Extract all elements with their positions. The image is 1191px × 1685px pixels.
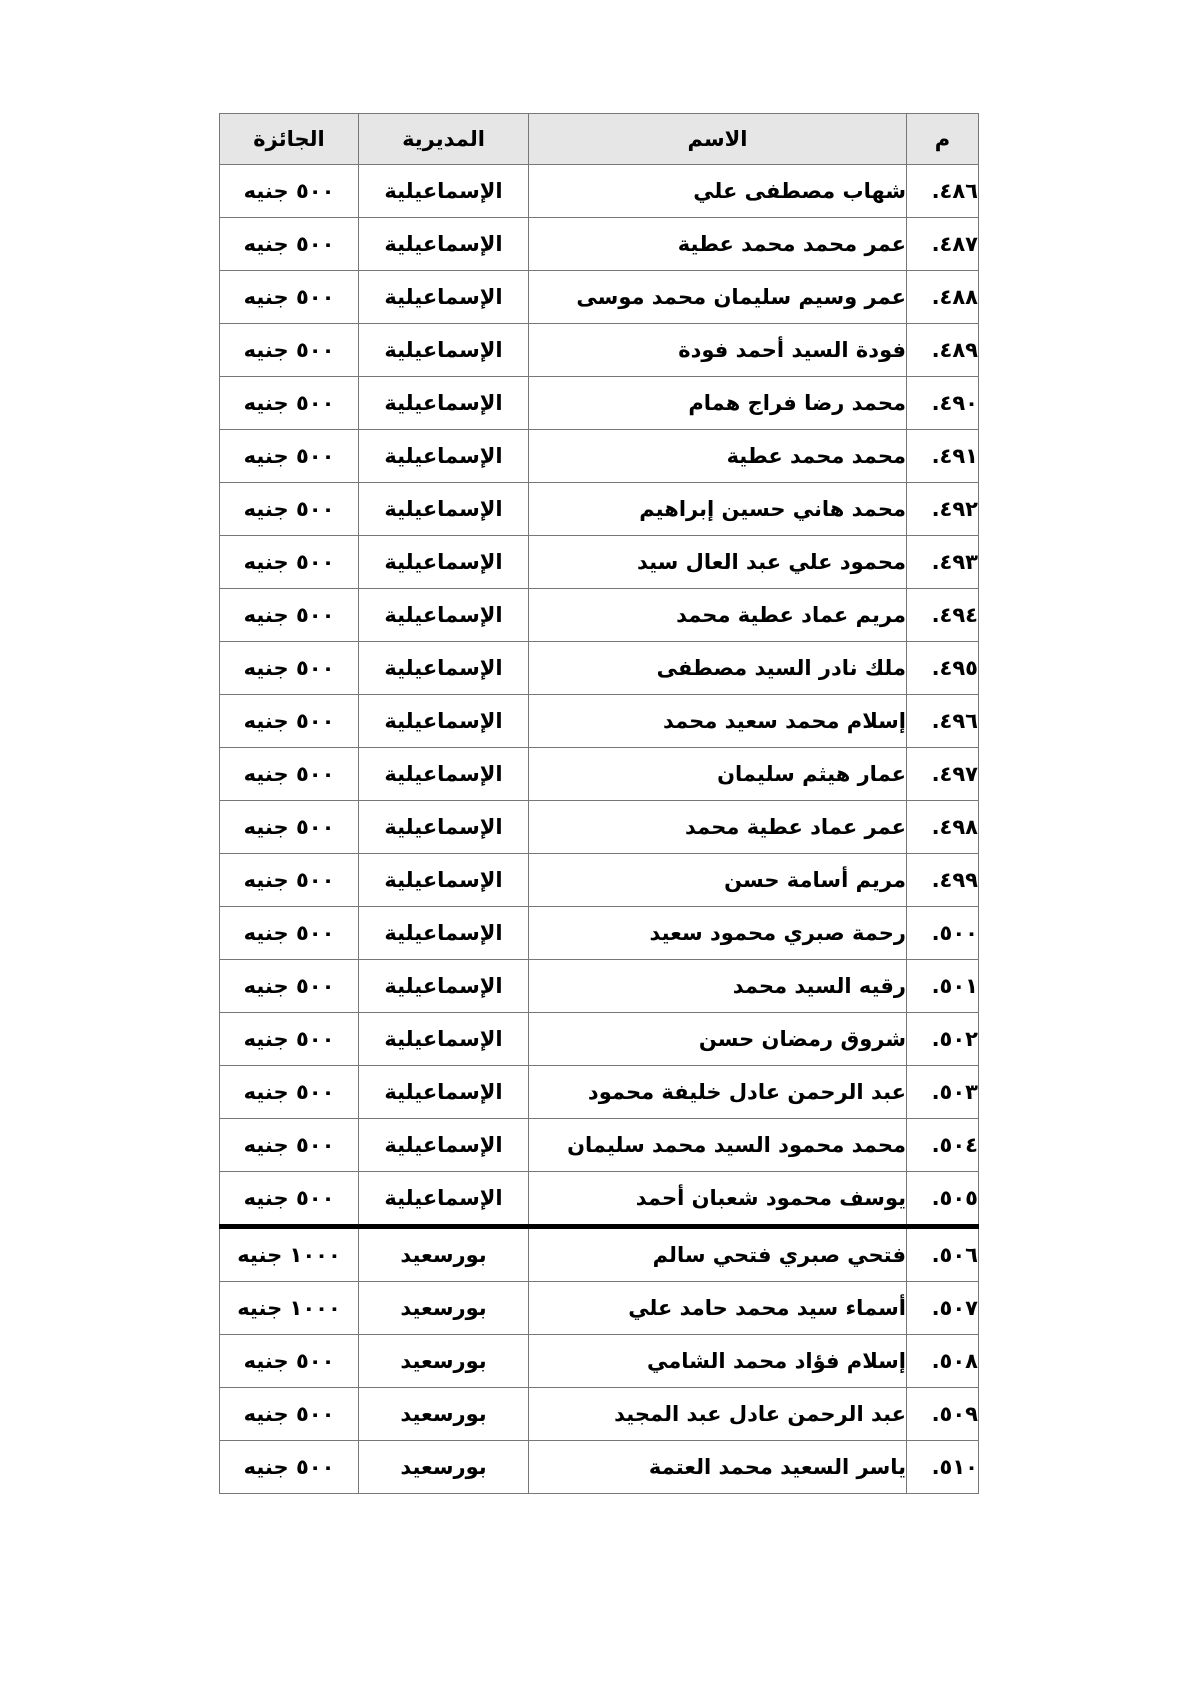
row-name: أسماء سيد محمد حامد علي — [529, 1282, 907, 1335]
row-name: محمد رضا فراج همام — [529, 377, 907, 430]
row-number: ٤٩٣. — [907, 536, 979, 589]
row-number: ٤٨٩. — [907, 324, 979, 377]
table-row — [220, 430, 979, 483]
row-number: ٤٩٥. — [907, 642, 979, 695]
row-directorate: الإسماعيلية — [359, 536, 529, 589]
row-directorate: الإسماعيلية — [359, 589, 529, 642]
row-name: شروق رمضان حسن — [529, 1013, 907, 1066]
row-number: ٤٩٧. — [907, 748, 979, 801]
row-directorate: بورسعيد — [359, 1335, 529, 1388]
row-prize: ٥٠٠ جنيه — [220, 695, 359, 748]
row-name: فودة السيد أحمد فودة — [529, 324, 907, 377]
row-directorate: الإسماعيلية — [359, 271, 529, 324]
row-name: إسلام محمد سعيد محمد — [529, 695, 907, 748]
row-name: فتحي صبري فتحي سالم — [529, 1227, 907, 1282]
row-name: رحمة صبري محمود سعيد — [529, 907, 907, 960]
row-number: ٥٠٥. — [907, 1172, 979, 1227]
row-prize: ٥٠٠ جنيه — [220, 1388, 359, 1441]
row-prize: ٥٠٠ جنيه — [220, 430, 359, 483]
row-number: ٥١٠. — [907, 1441, 979, 1494]
row-prize: ٥٠٠ جنيه — [220, 1066, 359, 1119]
row-directorate: الإسماعيلية — [359, 801, 529, 854]
row-prize: ٥٠٠ جنيه — [220, 218, 359, 271]
row-directorate: الإسماعيلية — [359, 1066, 529, 1119]
row-number: ٥٠٢. — [907, 1013, 979, 1066]
table-row — [220, 695, 979, 748]
row-prize: ٥٠٠ جنيه — [220, 324, 359, 377]
row-number: ٤٩٤. — [907, 589, 979, 642]
row-prize: ٥٠٠ جنيه — [220, 377, 359, 430]
row-name: محمد محمد عطية — [529, 430, 907, 483]
table-row — [220, 1335, 979, 1388]
row-directorate: الإسماعيلية — [359, 642, 529, 695]
row-number: ٤٩٢. — [907, 483, 979, 536]
row-directorate: الإسماعيلية — [359, 377, 529, 430]
row-name: عبد الرحمن عادل عبد المجيد — [529, 1388, 907, 1441]
row-name: عبد الرحمن عادل خليفة محمود — [529, 1066, 907, 1119]
row-directorate: الإسماعيلية — [359, 960, 529, 1013]
row-number: ٤٩٠. — [907, 377, 979, 430]
table-row — [220, 271, 979, 324]
row-name: محمد محمود السيد محمد سليمان — [529, 1119, 907, 1172]
row-directorate: الإسماعيلية — [359, 854, 529, 907]
table-row — [220, 907, 979, 960]
row-directorate: بورسعيد — [359, 1388, 529, 1441]
row-directorate: الإسماعيلية — [359, 1013, 529, 1066]
row-directorate: بورسعيد — [359, 1441, 529, 1494]
row-number: ٤٨٦. — [907, 165, 979, 218]
row-directorate: الإسماعيلية — [359, 218, 529, 271]
table-row — [220, 1172, 979, 1227]
table-row — [220, 165, 979, 218]
table-row — [220, 1388, 979, 1441]
row-name: محمود علي عبد العال سيد — [529, 536, 907, 589]
row-prize: ٥٠٠ جنيه — [220, 483, 359, 536]
row-number: ٥٠٣. — [907, 1066, 979, 1119]
row-directorate: الإسماعيلية — [359, 1172, 529, 1227]
row-name: عمر عماد عطية محمد — [529, 801, 907, 854]
row-name: محمد هاني حسين إبراهيم — [529, 483, 907, 536]
row-name: ياسر السعيد محمد العتمة — [529, 1441, 907, 1494]
row-name: عمر وسيم سليمان محمد موسى — [529, 271, 907, 324]
row-prize: ٥٠٠ جنيه — [220, 854, 359, 907]
row-prize: ٥٠٠ جنيه — [220, 1172, 359, 1227]
row-directorate: الإسماعيلية — [359, 165, 529, 218]
table-row — [220, 1013, 979, 1066]
row-prize: ٥٠٠ جنيه — [220, 1013, 359, 1066]
row-number: ٤٨٧. — [907, 218, 979, 271]
table-row — [220, 1119, 979, 1172]
row-number: ٥٠٧. — [907, 1282, 979, 1335]
row-name: إسلام فؤاد محمد الشامي — [529, 1335, 907, 1388]
row-directorate: بورسعيد — [359, 1282, 529, 1335]
row-number: ٥٠١. — [907, 960, 979, 1013]
table-row — [220, 854, 979, 907]
row-number: ٤٩٦. — [907, 695, 979, 748]
row-prize: ١٠٠٠ جنيه — [220, 1227, 359, 1282]
table-row — [220, 1441, 979, 1494]
row-directorate: الإسماعيلية — [359, 430, 529, 483]
table-row — [220, 536, 979, 589]
row-name: يوسف محمود شعبان أحمد — [529, 1172, 907, 1227]
row-prize: ٥٠٠ جنيه — [220, 1119, 359, 1172]
row-prize: ١٠٠٠ جنيه — [220, 1282, 359, 1335]
row-name: عمر محمد محمد عطية — [529, 218, 907, 271]
row-directorate: الإسماعيلية — [359, 695, 529, 748]
table-row — [220, 1227, 979, 1282]
row-name: مريم أسامة حسن — [529, 854, 907, 907]
row-prize: ٥٠٠ جنيه — [220, 748, 359, 801]
row-directorate: بورسعيد — [359, 1227, 529, 1282]
row-prize: ٥٠٠ جنيه — [220, 165, 359, 218]
row-number: ٥٠٠. — [907, 907, 979, 960]
header-number: م — [907, 114, 979, 165]
row-prize: ٥٠٠ جنيه — [220, 536, 359, 589]
row-number: ٥٠٩. — [907, 1388, 979, 1441]
table-row — [220, 1282, 979, 1335]
table-body — [220, 165, 979, 1494]
table-header-row — [220, 114, 979, 165]
row-name: ملك نادر السيد مصطفى — [529, 642, 907, 695]
row-number: ٤٩٩. — [907, 854, 979, 907]
header-name: الاسم — [529, 114, 907, 165]
table-row — [220, 324, 979, 377]
winners-table — [219, 113, 979, 1494]
row-name: مريم عماد عطية محمد — [529, 589, 907, 642]
row-prize: ٥٠٠ جنيه — [220, 801, 359, 854]
row-number: ٤٨٨. — [907, 271, 979, 324]
table-row — [220, 748, 979, 801]
row-prize: ٥٠٠ جنيه — [220, 642, 359, 695]
table-row — [220, 483, 979, 536]
table-row — [220, 1066, 979, 1119]
row-prize: ٥٠٠ جنيه — [220, 960, 359, 1013]
row-directorate: الإسماعيلية — [359, 483, 529, 536]
row-name: شهاب مصطفى علي — [529, 165, 907, 218]
row-prize: ٥٠٠ جنيه — [220, 589, 359, 642]
row-name: عمار هيثم سليمان — [529, 748, 907, 801]
row-prize: ٥٠٠ جنيه — [220, 907, 359, 960]
row-number: ٥٠٦. — [907, 1227, 979, 1282]
row-prize: ٥٠٠ جنيه — [220, 1335, 359, 1388]
row-directorate: الإسماعيلية — [359, 748, 529, 801]
row-number: ٥٠٤. — [907, 1119, 979, 1172]
row-number: ٤٩١. — [907, 430, 979, 483]
header-directorate: المديرية — [359, 114, 529, 165]
row-name: رقيه السيد محمد — [529, 960, 907, 1013]
row-number: ٤٩٨. — [907, 801, 979, 854]
table-row — [220, 218, 979, 271]
table-row — [220, 642, 979, 695]
row-prize: ٥٠٠ جنيه — [220, 1441, 359, 1494]
row-number: ٥٠٨. — [907, 1335, 979, 1388]
table-row — [220, 960, 979, 1013]
table-row — [220, 377, 979, 430]
row-directorate: الإسماعيلية — [359, 324, 529, 377]
row-prize: ٥٠٠ جنيه — [220, 271, 359, 324]
table-row — [220, 801, 979, 854]
header-prize: الجائزة — [220, 114, 359, 165]
row-directorate: الإسماعيلية — [359, 1119, 529, 1172]
table-row — [220, 589, 979, 642]
row-directorate: الإسماعيلية — [359, 907, 529, 960]
